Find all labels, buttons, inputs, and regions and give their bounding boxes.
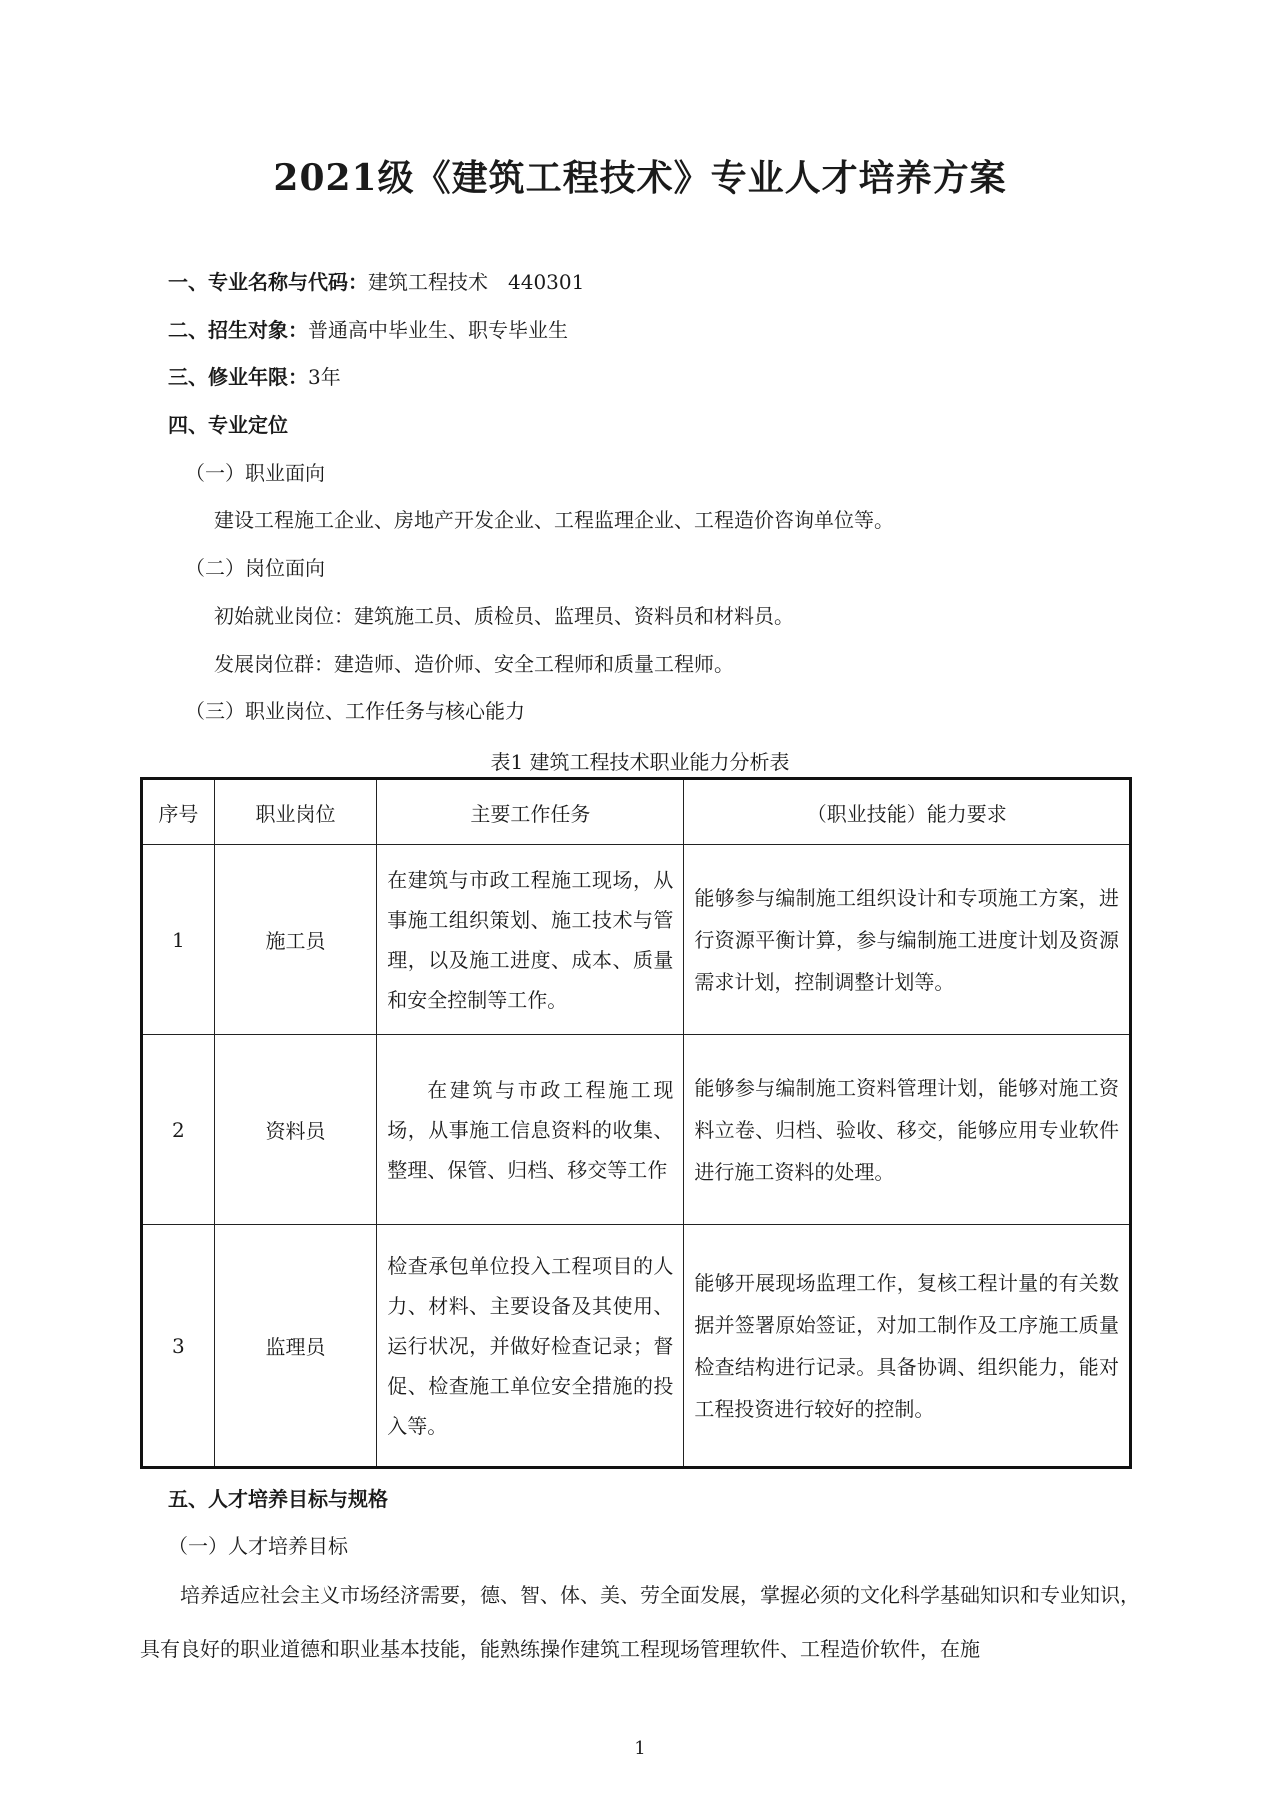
row-requirement: 能够开展现场监理工作，复核工程计量的有关数据并签署原始签证，对加工制作及工序施工质量检查结构进行记录。具备协调、组织能力，能对工程投资进行较好的控制。: [684, 1225, 1131, 1468]
section-1-label: 一、专业名称与代码：: [168, 270, 368, 294]
ability-analysis-table: [140, 777, 1132, 1469]
section-3: [168, 363, 341, 391]
subsection-4-1-text: 建设工程施工企业、房地产开发企业、工程监理企业、工程造价咨询单位等。: [214, 508, 894, 532]
header-no: 序号: [142, 779, 215, 845]
section-2-label: 二、招生对象：: [168, 318, 308, 342]
row-post: 监理员: [214, 1225, 376, 1468]
subsection-4-2: （二）岗位面向: [185, 556, 325, 580]
page-number: 1: [634, 1738, 646, 1759]
section-5-paragraph: 培养适应社会主义市场经济需要，德、智、体、美、劳全面发展，掌握必须的文化科学基础知识和专业知识，具有良好的职业道德和职业基本技能，能熟练操作建筑工程现场管理软件、工程造价软件，在施: [140, 1583, 1140, 1661]
page-title: 2021级《建筑工程技术》专业人才培养方案: [273, 157, 1007, 199]
table-row: [142, 1225, 1131, 1468]
row-no: 1: [142, 845, 215, 1035]
section-3-value: 3年: [308, 365, 341, 389]
section-4-heading: 四、专业定位: [168, 413, 288, 437]
row-no: 2: [142, 1035, 215, 1225]
subsection-5-1: （一）人才培养目标: [168, 1534, 348, 1558]
row-post: 资料员: [214, 1035, 376, 1225]
row-task: 在建筑与市政工程施工现场，从事施工信息资料的收集、整理、保管、归档、移交等工作: [377, 1035, 684, 1225]
header-task: 主要工作任务: [377, 779, 684, 845]
subsection-4-1: （一）职业面向: [185, 461, 325, 485]
table-header-row: [142, 779, 1131, 845]
subsection-4-2-line-1: 初始就业岗位：建筑施工员、质检员、监理员、资料员和材料员。: [214, 604, 794, 628]
section-1-value: 建筑工程技术 440301: [368, 270, 585, 294]
section-2: [168, 316, 568, 344]
header-post: 职业岗位: [214, 779, 376, 845]
section-1: [168, 268, 584, 296]
section-2-value: 普通高中毕业生、职专毕业生: [308, 318, 568, 342]
section-5-heading: 五、人才培养目标与规格: [168, 1487, 388, 1511]
row-post: 施工员: [214, 845, 376, 1035]
table-row: [142, 845, 1131, 1035]
row-requirement: 能够参与编制施工资料管理计划，能够对施工资料立卷、归档、验收、移交，能够应用专业软件进行施工资料的处理。: [684, 1035, 1131, 1225]
section-3-label: 三、修业年限：: [168, 365, 308, 389]
table-caption: 表1 建筑工程技术职业能力分析表: [490, 750, 790, 774]
header-requirement: （职业技能）能力要求: [684, 779, 1131, 845]
row-task: 检查承包单位投入工程项目的人力、材料、主要设备及其使用、运行状况，并做好检查记录；督促、检查施工单位安全措施的投入等。: [377, 1225, 684, 1468]
subsection-4-2-line-2: 发展岗位群：建造师、造价师、安全工程师和质量工程师。: [214, 652, 734, 676]
row-no: 3: [142, 1225, 215, 1468]
table-row: [142, 1035, 1131, 1225]
subsection-4-3: （三）职业岗位、工作任务与核心能力: [185, 699, 525, 723]
row-requirement: 能够参与编制施工组织设计和专项施工方案，进行资源平衡计算，参与编制施工进度计划及资源需求计划，控制调整计划等。: [684, 845, 1131, 1035]
row-task: 在建筑与市政工程施工现场，从事施工组织策划、施工技术与管理，以及施工进度、成本、质量和安全控制等工作。: [377, 845, 684, 1035]
